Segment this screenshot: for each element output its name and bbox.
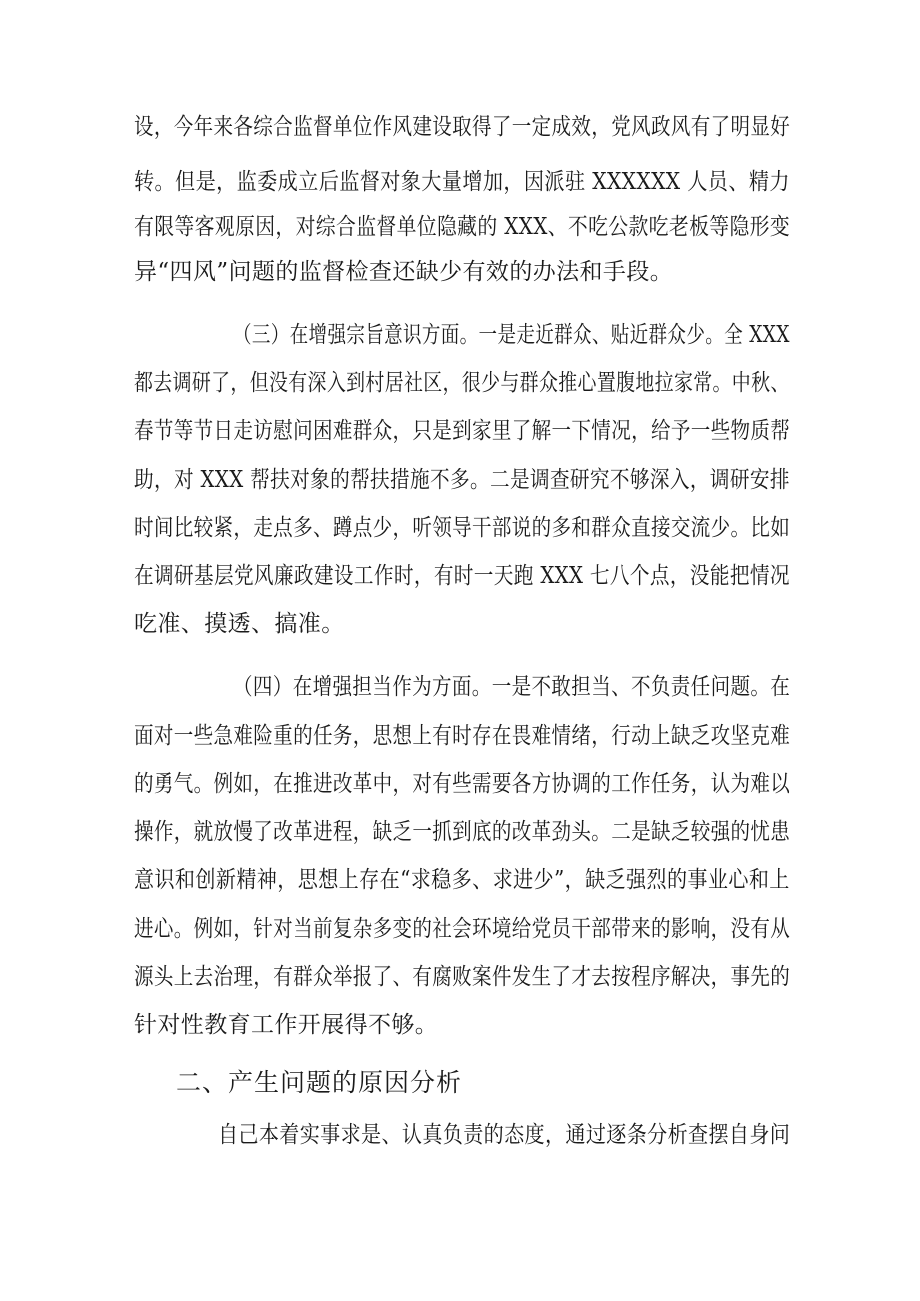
text-line: 面对一些急难险重的任务，思想上有时存在畏难情绪，行动上缺乏攻坚克难 <box>134 723 791 749</box>
text-line: 针对性教育工作开展得不够。 <box>134 1012 439 1038</box>
text-line: （四）在增强担当作为方面。一是不敢担当、不负责任问题。在 <box>233 674 791 700</box>
text-line: 设，今年来各综合监督单位作风建设取得了一定成效，党风政风有了明显好 <box>134 114 791 140</box>
text-line: 助，对 XXX 帮扶对象的帮扶措施不多。二是调查研究不够深入，调研安排 <box>134 467 790 493</box>
text-line: 时间比较紧，走点多、蹲点少，听领导干部说的多和群众直接交流少。比如 <box>134 515 791 541</box>
text-line: 源头上去治理，有群众举报了、有腐败案件发生了才去按程序解决，事先的 <box>134 964 791 990</box>
text-line: 的勇气。例如，在推进改革中，对有些需要各方协调的工作任务，认为难以 <box>134 771 791 797</box>
text-line: 都去调研了，但没有深入到村居社区，很少与群众推心置腹地拉家常。中秋、 <box>134 370 790 396</box>
text-line: 吃准、摸透、搞准。 <box>134 611 345 637</box>
section-heading: 二、产生问题的原因分析 <box>176 1068 463 1097</box>
text-line: 转。但是，监委成立后监督对象大量增加，因派驻 XXXXXX 人员、精力 <box>134 169 790 195</box>
text-line: 异“四风”问题的监督检查还缺少有效的办法和手段。 <box>134 259 674 285</box>
text-line: 在调研基层党风廉政建设工作时，有时一天跑 XXX 七八个点，没能把情况 <box>134 563 790 589</box>
text-line: 自己本着实事求是、认真负责的态度，通过逐条分析查摆自身问 <box>218 1122 791 1148</box>
text-line: 有限等客观原因，对综合监督单位隐藏的 XXX、不吃公款吃老板等隐形变 <box>134 214 791 240</box>
text-line: 意识和创新精神，思想上存在“求稳多、求进少”，缺乏强烈的事业心和上 <box>134 867 790 893</box>
text-line: 春节等节日走访慰问困难群众，只是到家里了解一下情况，给予一些物质帮 <box>134 418 791 444</box>
text-line: 操作，就放慢了改革进程，缺乏一抓到底的改革劲头。二是缺乏较强的忧患 <box>134 819 791 845</box>
text-line: 进心。例如，针对当前复杂多变的社会环境给党员干部带来的影响，没有从 <box>134 916 791 942</box>
text-line: （三）在增强宗旨意识方面。一是走近群众、贴近群众少。全 XXX <box>233 322 790 348</box>
